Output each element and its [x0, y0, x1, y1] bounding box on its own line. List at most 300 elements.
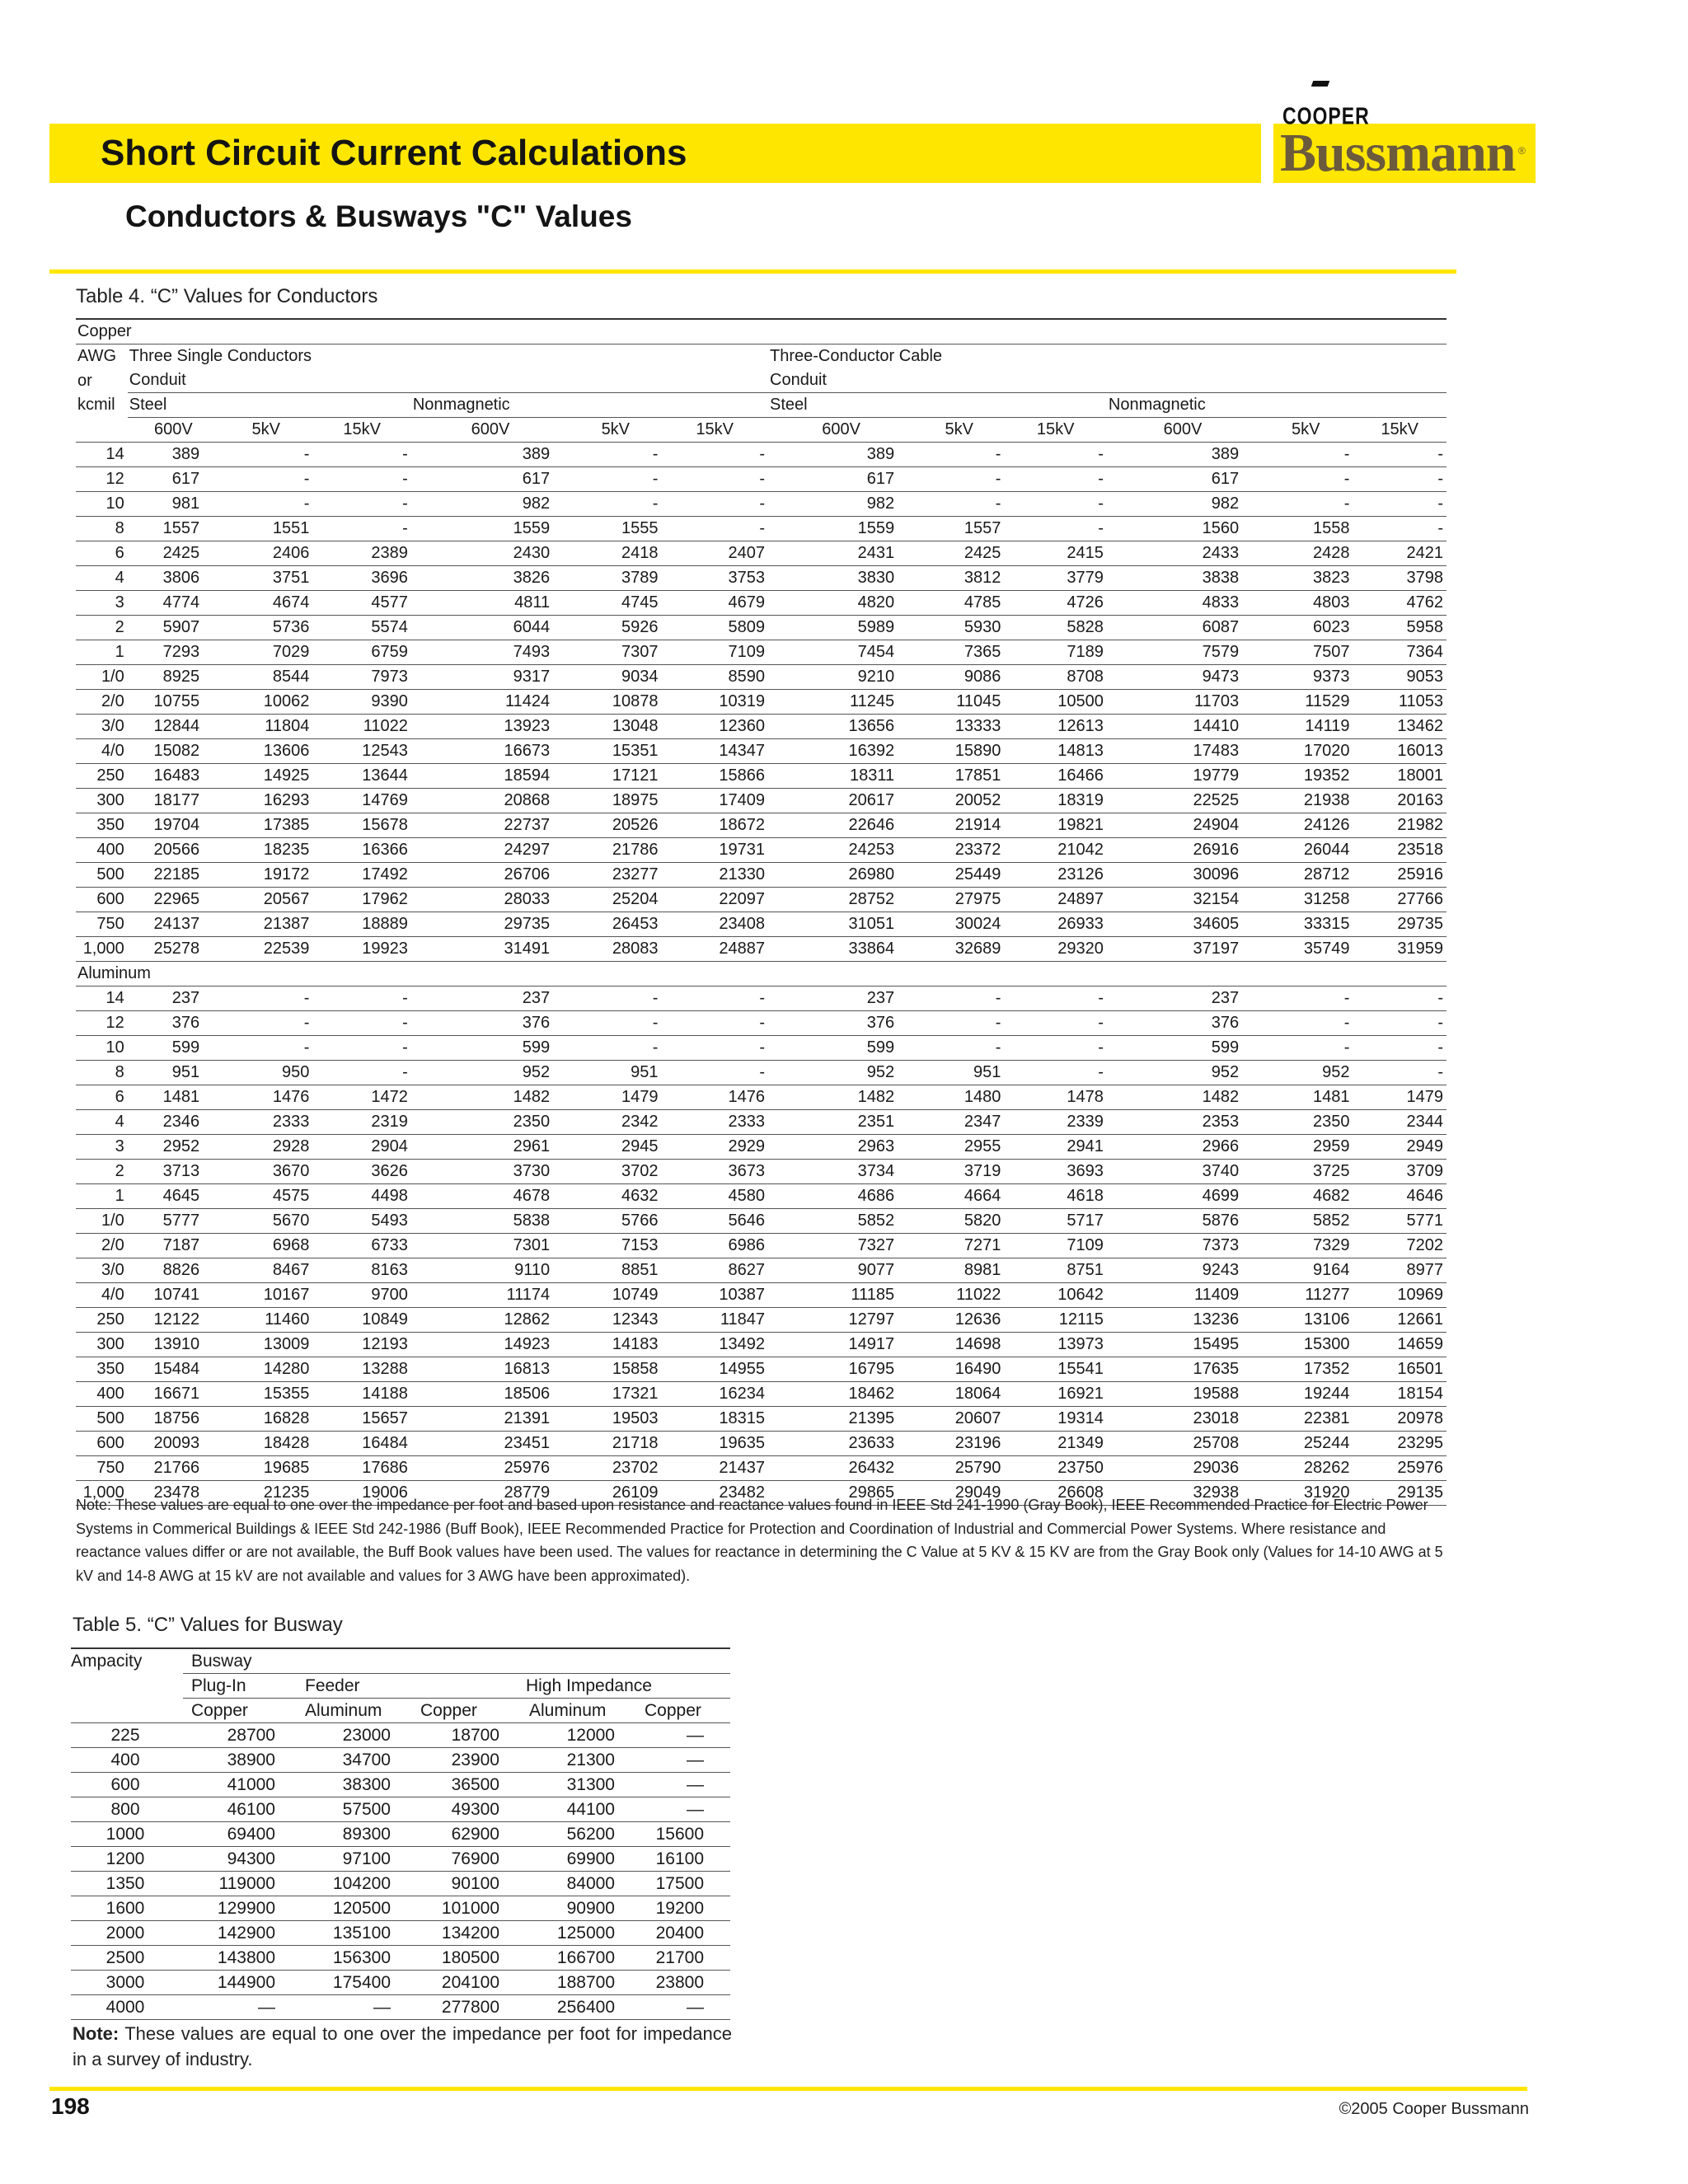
c-value-cell: 25449: [914, 863, 1004, 888]
table-row: [76, 492, 1447, 517]
c-value-cell: 599: [128, 1036, 219, 1061]
ampacity-cell: 1600: [71, 1896, 183, 1921]
table-row: [76, 1110, 1447, 1135]
ampacity-cell: 1000: [71, 1822, 183, 1847]
c-value-cell: 24887: [661, 937, 768, 962]
voltage-header: 5kV: [219, 418, 312, 443]
c-value-cell: 144900: [183, 1971, 292, 1995]
c-value-cell: -: [661, 517, 768, 541]
table-row: [76, 715, 1447, 739]
c-value-cell: 30096: [1107, 863, 1259, 888]
size-cell: 1,000: [76, 937, 128, 962]
c-value-cell: 17492: [312, 863, 410, 888]
c-value-cell: 3673: [661, 1160, 768, 1184]
c-value-cell: 16501: [1353, 1357, 1447, 1382]
size-cell: 1: [76, 640, 128, 665]
c-value-cell: 5777: [128, 1209, 219, 1234]
c-value-cell: 119000: [183, 1872, 292, 1896]
c-value-cell: 7109: [661, 640, 768, 665]
c-value-cell: 1479: [1353, 1085, 1447, 1110]
c-value-cell: 2428: [1259, 541, 1353, 566]
c-value-cell: 2929: [661, 1135, 768, 1160]
c-value-cell: -: [312, 1011, 410, 1036]
size-cell: 750: [76, 1456, 128, 1481]
c-value-cell: 5646: [661, 1209, 768, 1234]
table-row: [76, 566, 1447, 591]
size-cell: 3/0: [76, 1258, 128, 1283]
c-value-cell: 12360: [661, 715, 768, 739]
c-value-cell: 8627: [661, 1258, 768, 1283]
c-value-cell: 11053: [1353, 690, 1447, 715]
c-value-cell: -: [661, 467, 768, 492]
c-value-cell: 17321: [570, 1382, 661, 1407]
c-value-cell: 599: [1107, 1036, 1259, 1061]
c-value-cell: 18594: [411, 764, 570, 789]
c-value-cell: 180500: [407, 1946, 516, 1971]
c-value-cell: 134200: [407, 1921, 516, 1946]
c-value-cell: 21330: [661, 863, 768, 888]
c-value-cell: 617: [768, 467, 914, 492]
size-cell: 14: [76, 443, 128, 467]
c-value-cell: 617: [128, 467, 219, 492]
c-value-cell: 16673: [411, 739, 570, 764]
c-value-cell: 3696: [312, 566, 410, 591]
c-value-cell: 4618: [1004, 1184, 1106, 1209]
c-value-cell: 19731: [661, 838, 768, 863]
c-value-cell: 21938: [1259, 789, 1353, 813]
c-value-cell: 2945: [570, 1135, 661, 1160]
c-value-cell: 20566: [128, 838, 219, 863]
c-value-cell: -: [312, 443, 410, 467]
c-value-cell: 11185: [768, 1283, 914, 1308]
c-value-cell: 981: [128, 492, 219, 517]
c-value-cell: 4580: [661, 1184, 768, 1209]
c-value-cell: 7202: [1353, 1234, 1447, 1258]
c-value-cell: 19779: [1107, 764, 1259, 789]
c-value-cell: 11703: [1107, 690, 1259, 715]
table-row: [76, 616, 1447, 640]
c-value-cell: 26044: [1259, 838, 1353, 863]
c-value-cell: -: [1004, 1011, 1106, 1036]
c-value-cell: 18311: [768, 764, 914, 789]
c-value-cell: 21395: [768, 1407, 914, 1432]
c-value-cell: 21914: [914, 813, 1004, 838]
c-value-cell: 23018: [1107, 1407, 1259, 1432]
c-value-cell: 3709: [1353, 1160, 1447, 1184]
c-value-cell: -: [219, 987, 312, 1011]
c-value-cell: 26980: [768, 863, 914, 888]
table-row: [76, 912, 1447, 937]
c-value-cell: 14119: [1259, 715, 1353, 739]
c-value-cell: 1557: [914, 517, 1004, 541]
c-value-cell: 7029: [219, 640, 312, 665]
three-single-conductors-header: Three Single Conductors: [129, 347, 312, 366]
c-value-cell: 28083: [570, 937, 661, 962]
table-row: [76, 1382, 1447, 1407]
c-value-cell: 7109: [1004, 1234, 1106, 1258]
c-value-cell: 5852: [1259, 1209, 1353, 1234]
c-value-cell: 25278: [128, 937, 219, 962]
c-value-cell: 204100: [407, 1971, 516, 1995]
c-value-cell: 3826: [411, 566, 570, 591]
c-value-cell: 9034: [570, 665, 661, 690]
c-value-cell: 5930: [914, 616, 1004, 640]
size-cell: 500: [76, 863, 128, 888]
c-value-cell: 7301: [411, 1234, 570, 1258]
c-value-cell: 30024: [914, 912, 1004, 937]
c-value-cell: 7153: [570, 1234, 661, 1258]
c-value-cell: 4820: [768, 591, 914, 616]
c-value-cell: 4803: [1259, 591, 1353, 616]
busway-header: Busway: [183, 1648, 730, 1674]
size-cell: 8: [76, 517, 128, 541]
c-value-cell: 2339: [1004, 1110, 1106, 1135]
c-value-cell: 21982: [1353, 813, 1447, 838]
c-value-cell: 11022: [312, 715, 410, 739]
c-value-cell: 12115: [1004, 1308, 1106, 1333]
c-value-cell: 14955: [661, 1357, 768, 1382]
c-value-cell: -: [312, 1061, 410, 1085]
table-row: [76, 1432, 1447, 1456]
table-row: [76, 1234, 1447, 1258]
c-value-cell: 8925: [128, 665, 219, 690]
c-value-cell: 2407: [661, 541, 768, 566]
size-cell: 12: [76, 1011, 128, 1036]
c-value-cell: 4686: [768, 1184, 914, 1209]
c-value-cell: 4674: [219, 591, 312, 616]
c-value-cell: 1482: [1107, 1085, 1259, 1110]
c-value-cell: 13048: [570, 715, 661, 739]
c-value-cell: 62900: [407, 1822, 516, 1847]
c-value-cell: 22965: [128, 888, 219, 912]
awg-header-line1: AWG: [77, 347, 117, 366]
c-value-cell: 12797: [768, 1308, 914, 1333]
c-value-cell: -: [1353, 1036, 1447, 1061]
c-value-cell: 3713: [128, 1160, 219, 1184]
c-value-cell: 29135: [1353, 1481, 1447, 1506]
c-value-cell: 3702: [570, 1160, 661, 1184]
c-value-cell: 14769: [312, 789, 410, 813]
c-value-cell: 21349: [1004, 1432, 1106, 1456]
c-value-cell: -: [914, 987, 1004, 1011]
c-value-cell: 6986: [661, 1234, 768, 1258]
c-value-cell: 76900: [407, 1847, 516, 1872]
c-value-cell: 4726: [1004, 591, 1106, 616]
c-value-cell: 6087: [1107, 616, 1259, 640]
size-cell: 1: [76, 1184, 128, 1209]
c-value-cell: 7187: [128, 1234, 219, 1258]
table-row: [76, 1333, 1447, 1357]
c-value-cell: 12193: [312, 1333, 410, 1357]
c-value-cell: -: [661, 1061, 768, 1085]
table-row: [76, 1456, 1447, 1481]
table-row: [76, 789, 1447, 813]
c-value-cell: -: [1259, 1036, 1353, 1061]
size-cell: 350: [76, 1357, 128, 1382]
c-value-cell: 25976: [1353, 1456, 1447, 1481]
c-value-cell: 20052: [914, 789, 1004, 813]
ampacity-cell: 4000: [71, 1995, 183, 2020]
c-value-cell: 120500: [292, 1896, 407, 1921]
size-cell: 2: [76, 616, 128, 640]
c-value-cell: 16671: [128, 1382, 219, 1407]
c-value-cell: 2431: [768, 541, 914, 566]
c-value-cell: -: [1353, 492, 1447, 517]
c-value-cell: 9243: [1107, 1258, 1259, 1283]
logo-registered-mark: ®: [1518, 145, 1526, 157]
table-row: [71, 1748, 730, 1773]
c-value-cell: 29735: [1353, 912, 1447, 937]
c-value-cell: 97100: [292, 1847, 407, 1872]
c-value-cell: 11409: [1107, 1283, 1259, 1308]
table4-note: Note: These values are equal to one over the impedance per foot and based upon resistance and reactance values found in IEEE Std 241-1990 (Gray Book), IEEE Recommended Practice for Electric Power Systems in Commerical Buildings & IEEE Std 242-1986 (Buff Book), IEEE Recommended Practice for Protection and Coordination of Industrial and Commercial Power Systems. Where resistance and reactance values differ or are not available, the Buff Book values have been used. The values for reactance in determining the C Value at 5 KV & 15 KV are from the Gray Book only (Values for 14-10 AWG at 5 kV and 14-8 AWG at 15 kV are not available and values for 3 AWG have been approximated).: [76, 1497, 1443, 1584]
size-cell: 500: [76, 1407, 128, 1432]
c-value-cell: 277800: [407, 1995, 516, 2020]
c-value-cell: 13910: [128, 1333, 219, 1357]
table-row: [76, 517, 1447, 541]
size-cell: 300: [76, 789, 128, 813]
nonmagnetic-header-left: Nonmagnetic: [411, 393, 768, 418]
c-value-cell: 14925: [219, 764, 312, 789]
c-value-cell: 9473: [1107, 665, 1259, 690]
c-value-cell: -: [661, 492, 768, 517]
c-value-cell: 26608: [1004, 1481, 1106, 1506]
c-value-cell: 56200: [516, 1822, 631, 1847]
c-value-cell: 22097: [661, 888, 768, 912]
c-value-cell: 15866: [661, 764, 768, 789]
c-value-cell: 982: [1107, 492, 1259, 517]
c-value-cell: 4575: [219, 1184, 312, 1209]
c-value-cell: 15657: [312, 1407, 410, 1432]
c-value-cell: 16366: [312, 838, 410, 863]
voltage-header: 15kV: [1353, 418, 1447, 443]
c-value-cell: 15890: [914, 739, 1004, 764]
c-value-cell: 21718: [570, 1432, 661, 1456]
table-row: [71, 1971, 730, 1995]
c-value-cell: 2433: [1107, 541, 1259, 566]
size-cell: 2: [76, 1160, 128, 1184]
c-value-cell: 18064: [914, 1382, 1004, 1407]
c-value-cell: 5852: [768, 1209, 914, 1234]
c-value-cell: 22646: [768, 813, 914, 838]
c-value-cell: 4577: [312, 591, 410, 616]
c-value-cell: 4645: [128, 1184, 219, 1209]
c-value-cell: 21700: [631, 1946, 730, 1971]
table-row: [71, 1995, 730, 2020]
c-value-cell: 951: [570, 1061, 661, 1085]
ampacity-cell: 1350: [71, 1872, 183, 1896]
ampacity-cell: 1200: [71, 1847, 183, 1872]
size-cell: 250: [76, 764, 128, 789]
c-value-cell: 4664: [914, 1184, 1004, 1209]
size-cell: 10: [76, 1036, 128, 1061]
c-value-cell: 2961: [411, 1135, 570, 1160]
c-value-cell: -: [1004, 443, 1106, 467]
c-value-cell: 15355: [219, 1382, 312, 1407]
c-value-cell: 7454: [768, 640, 914, 665]
voltage-header: 5kV: [570, 418, 661, 443]
c-value-cell: -: [570, 492, 661, 517]
c-value-cell: 19244: [1259, 1382, 1353, 1407]
c-value-cell: —: [631, 1748, 730, 1773]
c-value-cell: 15600: [631, 1822, 730, 1847]
c-value-cell: 17352: [1259, 1357, 1353, 1382]
c-value-cell: 6023: [1259, 616, 1353, 640]
size-cell: 1/0: [76, 665, 128, 690]
table-row: [71, 1896, 730, 1921]
voltage-header: 15kV: [1004, 418, 1106, 443]
c-value-cell: 9110: [411, 1258, 570, 1283]
c-value-cell: -: [661, 1011, 768, 1036]
c-value-cell: -: [1259, 443, 1353, 467]
c-value-cell: 31959: [1353, 937, 1447, 962]
table-row: [71, 1822, 730, 1847]
c-value-cell: 28779: [411, 1481, 570, 1506]
c-value-cell: -: [661, 987, 768, 1011]
voltage-header: 600V: [1107, 418, 1259, 443]
c-value-cell: 22185: [128, 863, 219, 888]
c-value-cell: 2344: [1353, 1110, 1447, 1135]
c-value-cell: 3719: [914, 1160, 1004, 1184]
size-cell: 2/0: [76, 690, 128, 715]
c-value-cell: 4811: [411, 591, 570, 616]
c-value-cell: 20868: [411, 789, 570, 813]
size-cell: 3: [76, 591, 128, 616]
c-value-cell: 33864: [768, 937, 914, 962]
c-value-cell: 26706: [411, 863, 570, 888]
c-value-cell: 29320: [1004, 937, 1106, 962]
c-value-cell: 3753: [661, 566, 768, 591]
c-value-cell: 951: [128, 1061, 219, 1085]
c-value-cell: 9077: [768, 1258, 914, 1283]
material-header: Copper: [183, 1699, 292, 1723]
c-value-cell: 7329: [1259, 1234, 1353, 1258]
c-value-cell: 26432: [768, 1456, 914, 1481]
table-row: [76, 1407, 1447, 1432]
c-value-cell: 389: [768, 443, 914, 467]
c-value-cell: 5989: [768, 616, 914, 640]
c-value-cell: 1476: [661, 1085, 768, 1110]
conduit-header-right: Conduit: [768, 368, 1447, 393]
c-value-cell: 8851: [570, 1258, 661, 1283]
c-value-cell: 12543: [312, 739, 410, 764]
c-value-cell: 5493: [312, 1209, 410, 1234]
c-value-cell: 21387: [219, 912, 312, 937]
c-value-cell: 376: [411, 1011, 570, 1036]
c-value-cell: 8544: [219, 665, 312, 690]
c-value-cell: -: [914, 443, 1004, 467]
ampacity-cell: 400: [71, 1748, 183, 1773]
c-value-cell: -: [1259, 467, 1353, 492]
c-value-cell: 23372: [914, 838, 1004, 863]
table5-note: [73, 2021, 732, 2072]
c-value-cell: 23000: [292, 1723, 407, 1748]
aluminum-section-label: Aluminum: [76, 962, 1447, 987]
c-value-cell: 175400: [292, 1971, 407, 1995]
c-value-cell: 19172: [219, 863, 312, 888]
size-cell: 3/0: [76, 715, 128, 739]
c-value-cell: 13462: [1353, 715, 1447, 739]
c-value-cell: 31258: [1259, 888, 1353, 912]
c-value-cell: 9700: [312, 1283, 410, 1308]
c-value-cell: 23295: [1353, 1432, 1447, 1456]
c-value-cell: 15495: [1107, 1333, 1259, 1357]
size-cell: 8: [76, 1061, 128, 1085]
c-value-cell: 14183: [570, 1333, 661, 1357]
c-value-cell: 11245: [768, 690, 914, 715]
c-value-cell: 2333: [219, 1110, 312, 1135]
material-header: Copper: [631, 1699, 730, 1723]
c-value-cell: 23478: [128, 1481, 219, 1506]
table-row: [71, 1921, 730, 1946]
c-value-cell: 18462: [768, 1382, 914, 1407]
c-value-cell: 16483: [128, 764, 219, 789]
c-value-cell: 13923: [411, 715, 570, 739]
c-value-cell: -: [1004, 492, 1106, 517]
c-value-cell: 21391: [411, 1407, 570, 1432]
c-value-cell: 599: [411, 1036, 570, 1061]
c-value-cell: 982: [411, 492, 570, 517]
c-value-cell: 23750: [1004, 1456, 1106, 1481]
size-cell: 250: [76, 1308, 128, 1333]
c-value-cell: 2928: [219, 1135, 312, 1160]
c-value-cell: 237: [128, 987, 219, 1011]
c-value-cell: 16484: [312, 1432, 410, 1456]
size-cell: 4/0: [76, 739, 128, 764]
c-value-cell: 16795: [768, 1357, 914, 1382]
c-value-cell: 24897: [1004, 888, 1106, 912]
c-value-cell: 5809: [661, 616, 768, 640]
c-value-cell: 69400: [183, 1822, 292, 1847]
c-value-cell: 11174: [411, 1283, 570, 1308]
voltage-header: 600V: [768, 418, 914, 443]
c-value-cell: 90900: [516, 1896, 631, 1921]
busway-rows: [71, 1723, 730, 2020]
c-value-cell: 10878: [570, 690, 661, 715]
c-value-cell: 17635: [1107, 1357, 1259, 1382]
busway-c-values-table: [71, 1647, 730, 2020]
c-value-cell: 8826: [128, 1258, 219, 1283]
page-title: Short Circuit Current Calculations: [101, 133, 687, 173]
aluminum-rows: [76, 987, 1447, 1506]
c-value-cell: 5736: [219, 616, 312, 640]
c-value-cell: 11529: [1259, 690, 1353, 715]
c-value-cell: 18975: [570, 789, 661, 813]
c-value-cell: 23800: [631, 1971, 730, 1995]
c-value-cell: 11045: [914, 690, 1004, 715]
c-value-cell: 1476: [219, 1085, 312, 1110]
c-value-cell: 2959: [1259, 1135, 1353, 1160]
c-value-cell: 23196: [914, 1432, 1004, 1456]
c-value-cell: -: [1353, 467, 1447, 492]
c-value-cell: -: [1259, 1011, 1353, 1036]
table-row: [76, 1357, 1447, 1382]
c-value-cell: 3812: [914, 566, 1004, 591]
table-row: [76, 838, 1447, 863]
c-value-cell: 24297: [411, 838, 570, 863]
c-value-cell: 7364: [1353, 640, 1447, 665]
c-value-cell: 37197: [1107, 937, 1259, 962]
table-row: [76, 1308, 1447, 1333]
c-value-cell: 2425: [128, 541, 219, 566]
c-value-cell: 22525: [1107, 789, 1259, 813]
c-value-cell: 3693: [1004, 1160, 1106, 1184]
logo-cooper-text: COOPER: [1282, 102, 1370, 129]
c-value-cell: 4785: [914, 591, 1004, 616]
c-value-cell: 14410: [1107, 715, 1259, 739]
c-value-cell: 17483: [1107, 739, 1259, 764]
c-value-cell: 13236: [1107, 1308, 1259, 1333]
